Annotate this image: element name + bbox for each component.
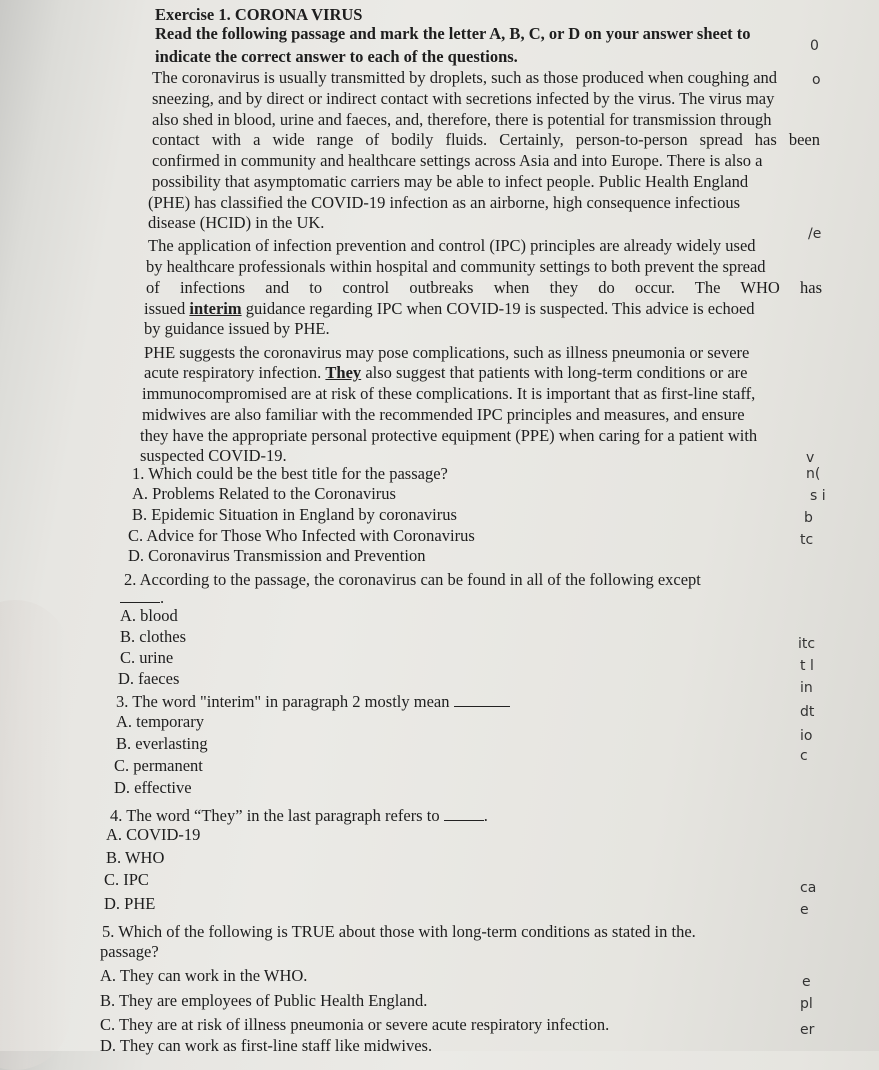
question-3-option-a: A. temporary xyxy=(116,712,204,731)
margin-fragment: t l xyxy=(800,658,814,674)
answer-blank xyxy=(454,692,510,707)
question-3-option-c: C. permanent xyxy=(114,756,203,775)
question-1-stem: 1. Which could be the best title for the passage? xyxy=(132,464,448,483)
question-3-stem xyxy=(116,692,510,711)
paragraph-3-line-3: immunocompromised are at risk of these complications. It is important that as first-line staff, xyxy=(142,384,756,403)
paragraph-1-line-7: (PHE) has classified the COVID-19 infection as an airborne, high consequence infectious xyxy=(148,193,740,212)
margin-fragment: b xyxy=(804,510,813,526)
question-2-option-a: A. blood xyxy=(120,606,178,625)
paragraph-1-line-6: possibility that asymptomatic carriers may be able to infect people. Public Health England xyxy=(152,172,749,191)
question-5-option-b: B. They are employees of Public Health England. xyxy=(100,991,428,1010)
paragraph-3-line-1: PHE suggests the coronavirus may pose complications, such as illness pneumonia or severe xyxy=(144,343,750,362)
question-2-stem: 2. According to the passage, the coronavirus can be found in all of the following except xyxy=(124,570,701,589)
paragraph-3-line-2 xyxy=(144,363,748,382)
margin-fragment: ca xyxy=(800,880,817,896)
question-2-option-c: C. urine xyxy=(120,648,174,667)
margin-fragment: er xyxy=(800,1022,815,1038)
paragraph-1-line-5: confirmed in community and healthcare settings across Asia and into Europe. There is also a xyxy=(152,151,763,170)
question-1-option-c: C. Advice for Those Who Infected with Coronavirus xyxy=(128,526,475,545)
margin-fragment: n( xyxy=(806,466,821,482)
question-3-stem-text: 3. The word "interim" in paragraph 2 mostly mean xyxy=(116,692,450,711)
paragraph-2-line-1: The application of infection prevention and control (IPC) principles are already widely used xyxy=(148,236,756,255)
margin-fragment: e xyxy=(802,974,811,990)
paragraph-1-line-8: disease (HCID) in the UK. xyxy=(148,213,325,232)
margin-fragment: 0 xyxy=(810,38,819,54)
margin-fragment: v xyxy=(806,450,815,466)
margin-fragment: in xyxy=(800,680,813,696)
paragraph-1-line-2: sneezing, and by direct or indirect contact with secretions infected by the virus. The virus may xyxy=(152,89,775,108)
question-4-option-c: C. IPC xyxy=(104,870,149,889)
question-5-option-c: C. They are at risk of illness pneumonia or severe acute respiratory infection. xyxy=(100,1015,610,1034)
margin-fragment: itc xyxy=(798,636,816,652)
margin-fragment: io xyxy=(800,728,813,744)
answer-blank xyxy=(444,806,484,821)
question-2-blank-line xyxy=(120,588,164,607)
underlined-word-they: They xyxy=(325,363,362,382)
question-3-option-d: D. effective xyxy=(114,778,192,797)
question-5-stem-continued: passage? xyxy=(100,942,159,961)
paragraph-2-line-4 xyxy=(144,299,755,318)
question-4-option-d: D. PHE xyxy=(104,894,156,913)
paragraph-2-line-4-end: guidance regarding IPC when COVID-19 is suspected. This advice is echoed xyxy=(241,299,755,318)
question-4-option-b: B. WHO xyxy=(106,848,165,867)
instruction-line-2: indicate the correct answer to each of the questions. xyxy=(155,47,518,66)
question-4-option-a: A. COVID-19 xyxy=(106,825,201,844)
question-1-option-d: D. Coronavirus Transmission and Prevention xyxy=(128,546,426,565)
answer-blank xyxy=(120,588,160,603)
paragraph-1-line-3: also shed in blood, urine and faeces, and, therefore, there is potential for transmission through xyxy=(152,110,772,129)
margin-fragment: s i xyxy=(810,488,826,504)
question-3-option-b: B. everlasting xyxy=(116,734,208,753)
margin-fragment: pl xyxy=(800,996,813,1012)
paragraph-3-line-2-start: acute respiratory infection. xyxy=(144,363,326,382)
margin-fragment: o xyxy=(812,72,821,88)
paragraph-3-line-4: midwives are also familiar with the recommended IPC principles and measures, and ensure xyxy=(142,405,745,424)
question-5-stem: 5. Which of the following is TRUE about those with long-term conditions as stated in the. xyxy=(102,922,696,941)
paragraph-2-line-3: of infections and to control outbreaks when they do occur. The WHO has xyxy=(146,278,822,297)
question-4-stem xyxy=(110,806,488,825)
paragraph-3-line-6: suspected COVID-19. xyxy=(140,446,287,465)
question-1-option-b: B. Epidemic Situation in England by coronavirus xyxy=(132,505,457,524)
question-2-option-b: B. clothes xyxy=(120,627,186,646)
paragraph-1-line-1: The coronavirus is usually transmitted by droplets, such as those produced when coughing and xyxy=(152,68,778,87)
exercise-title: Exercise 1. CORONA VIRUS xyxy=(155,5,363,24)
question-1-option-a: A. Problems Related to the Coronavirus xyxy=(132,484,396,503)
paragraph-3-line-5: they have the appropriate personal protective equipment (PPE) when caring for a patient with xyxy=(140,426,758,445)
margin-fragment: dt xyxy=(800,704,815,720)
margin-fragment: e xyxy=(800,902,809,918)
question-2-blank-period: . xyxy=(160,588,165,607)
margin-fragment: /e xyxy=(808,226,822,242)
paragraph-2-line-2: by healthcare professionals within hospital and community settings to both prevent the spread xyxy=(146,257,766,276)
underlined-word-interim: interim xyxy=(189,299,242,318)
question-4-stem-text: 4. The word “They” in the last paragraph refers to xyxy=(110,806,440,825)
paragraph-2-line-4-start: issued xyxy=(144,299,190,318)
instruction-line-1: Read the following passage and mark the letter A, B, C, or D on your answer sheet to xyxy=(155,24,751,43)
question-5-option-a: A. They can work in the WHO. xyxy=(100,966,308,985)
margin-fragment: c xyxy=(800,748,808,764)
question-2-option-d: D. faeces xyxy=(118,669,180,688)
margin-fragment: tc xyxy=(800,532,814,548)
paragraph-1-line-4: contact with a wide range of bodily fluids. Certainly, person-to-person spread has been xyxy=(152,130,820,149)
paragraph-3-line-2-end: also suggest that patients with long-term conditions or are xyxy=(361,363,748,382)
question-5-option-d: D. They can work as first-line staff like midwives. xyxy=(100,1036,433,1055)
paragraph-2-line-5: by guidance issued by PHE. xyxy=(144,319,330,338)
question-4-stem-period: . xyxy=(483,806,488,825)
